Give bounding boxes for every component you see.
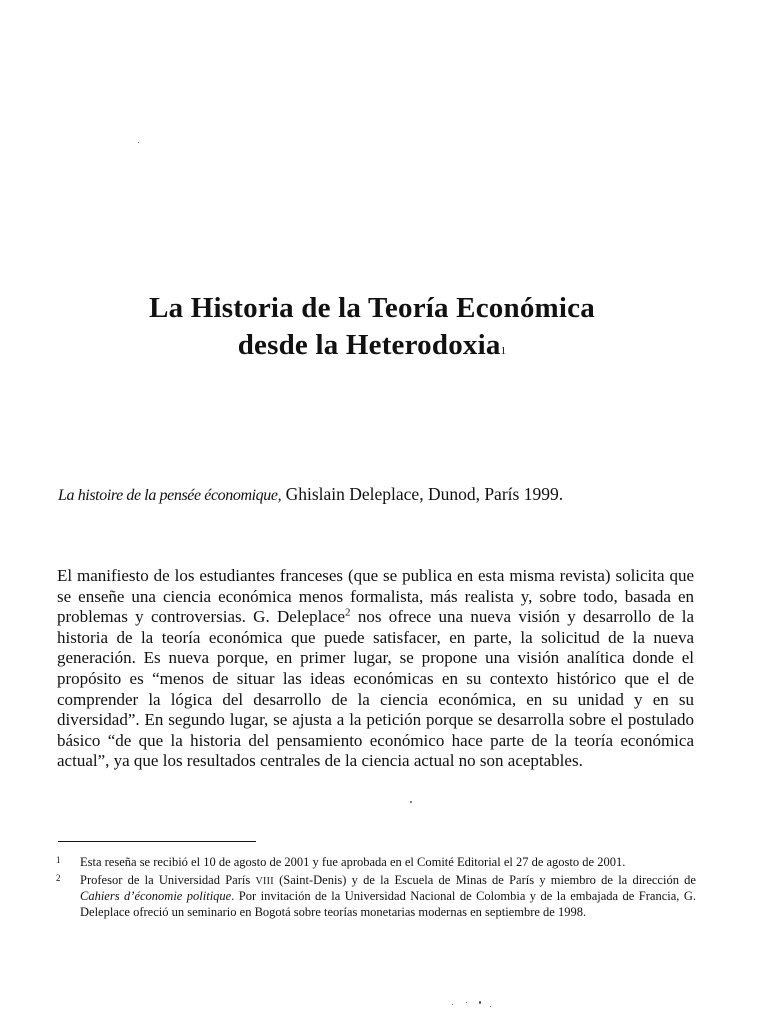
footnote-1-mark: 1 <box>56 855 61 865</box>
scan-speck-6 <box>490 1006 491 1007</box>
article-title-line-2 <box>0 327 744 364</box>
scan-speck-5 <box>479 1001 481 1004</box>
scan-speck-3 <box>452 1004 453 1005</box>
footnote-2-text-b: (Saint-Denis) y de la Escuela de Minas de París y miembro de la dirección de <box>273 873 696 888</box>
footnote-2-text-a: Profesor de la Universidad París <box>80 873 256 888</box>
footnote-2-journal-title: Cahiers d’économie politique <box>80 889 232 904</box>
book-details: Ghislain Deleplace, Dunod, París 1999. <box>281 484 564 504</box>
title-footnote-ref: 1 <box>500 345 507 357</box>
book-reference <box>58 482 698 508</box>
scan-speck-2 <box>410 801 412 803</box>
footnotes-list <box>56 855 696 923</box>
scan-speck-1 <box>138 142 139 143</box>
article-title-line-2-text: desde la Heterodoxia <box>237 329 501 361</box>
footnote-2 <box>56 873 696 920</box>
body-text-part-2: nos ofrece una nueva visión y desarrollo de la historia de la teoría económica que puede satisfacer, en parte, la solicitud de la nueva generación. Es nueva porque, en primer lugar, se propone una visión analítica donde el propósito es “menos de situar las ideas económicas en su contexto histórico que el de comprender la lógica del desarrollo de la ciencia económica, en su unidad y en su diversidad”. En segundo lugar, se ajusta a la petición porque se desarrolla sobre el postulado básico “de que la historia del pensamiento económico hace parte de la teoría económica actual”, ya que los resultados centrales de la ciencia actual no son aceptables. <box>57 607 695 771</box>
book-title: La histoire de la pensée économique, <box>58 487 282 504</box>
footnote-divider <box>58 841 256 842</box>
body-text-part-1: El manifiesto de los estudiantes franceses (que se publica en esta misma revista) solicita que se enseñe una ciencia económica menos formalista, más realista y, sobre todo, basada en problemas y controversias. G. Deleplace <box>57 566 694 627</box>
scan-speck-4 <box>466 1002 467 1003</box>
footnote-2-mark: 2 <box>56 873 61 884</box>
body-footnote-ref: 2 <box>345 606 351 619</box>
footnote-2-text-c: . Por invitación de la Universidad Nacional de Colombia y de la embajada de Francia, G. Deleplace ofreció un seminario en Bogotá sobre teorías monetarias modernas en septiembre de 1998. <box>80 889 696 919</box>
body-paragraph <box>57 566 694 772</box>
article-title <box>0 290 744 364</box>
footnote-2-roman-numeral: VIII <box>255 876 274 888</box>
article-title-line-1: La Historia de la Teoría Económica <box>149 292 595 324</box>
footnote-1 <box>56 855 696 870</box>
footnote-1-text: Esta reseña se recibió el 10 de agosto de 2001 y fue aprobada en el Comité Editorial el 27 de agosto de 2001. <box>80 855 626 869</box>
